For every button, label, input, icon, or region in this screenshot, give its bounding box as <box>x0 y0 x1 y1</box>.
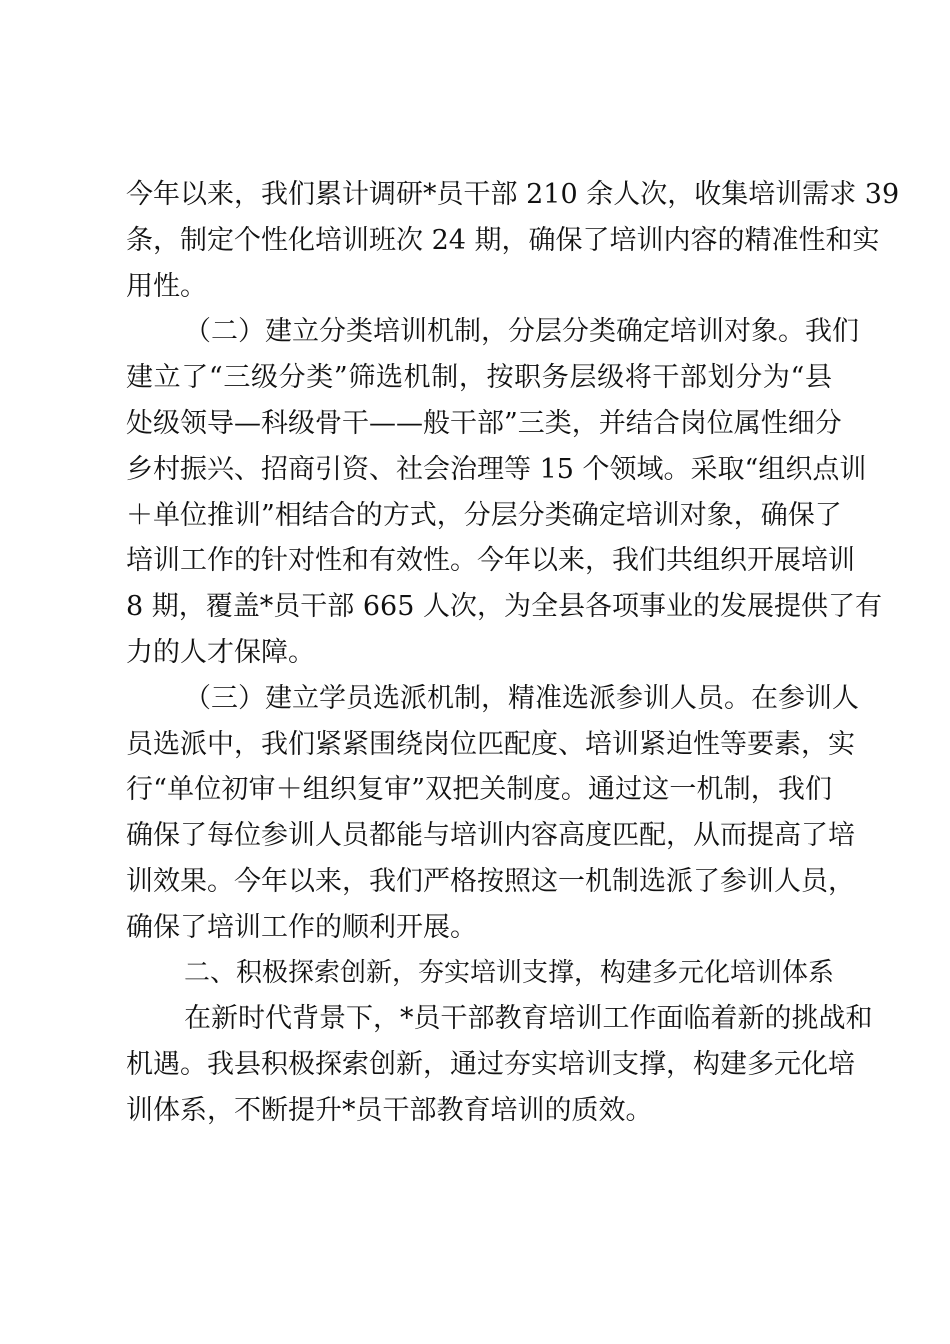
paragraph-3 <box>126 676 859 951</box>
text-line: 训体系，不断提升*员干部教育培训的质效。 <box>126 1094 653 1126</box>
paragraph-1 <box>126 172 900 309</box>
text-line: ＋单位推训”相结合的方式，分层分类确定培训对象，确保了 <box>126 499 842 531</box>
text-line: 乡村振兴、招商引资、社会治理等 15 个领域。采取“组织点训 <box>126 453 867 485</box>
text-line: 处级领导—科级骨干——般干部”三类，并结合岗位属性细分 <box>126 407 842 439</box>
heading-line: 二、积极探索创新，夯实培训支撑，构建多元化培训体系 <box>184 957 835 988</box>
text-line: （二）建立分类培训机制，分层分类确定培训对象。我们 <box>184 316 859 348</box>
text-line: 机遇。我县积极探索创新，通过夯实培训支撑，构建多元化培 <box>126 1049 855 1081</box>
text-line: （三）建立学员选派机制，精准选派参训人员。在参训人 <box>184 682 859 714</box>
section-heading <box>126 951 835 997</box>
text-line: 今年以来，我们累计调研*员干部 210 余人次，收集培训需求 39 <box>126 179 900 210</box>
text-line: 训效果。今年以来，我们严格按照这一机制选派了参训人员， <box>126 865 855 897</box>
text-line: 确保了培训工作的顺利开展。 <box>126 911 477 943</box>
document-body <box>126 172 900 1134</box>
text-line: 力的人才保障。 <box>126 636 315 668</box>
paragraph-2 <box>126 309 882 675</box>
text-line: 员选派中，我们紧紧围绕岗位匹配度、培训紧迫性等要素，实 <box>126 728 855 760</box>
text-line: 用性。 <box>126 270 207 302</box>
text-line: 培训工作的针对性和有效性。今年以来，我们共组织开展培训 <box>126 545 855 577</box>
text-line: 在新时代背景下，*员干部教育培训工作面临着新的挑战和 <box>184 1003 873 1035</box>
text-line: 条，制定个性化培训班次 24 期，确保了培训内容的精准性和实 <box>126 224 880 256</box>
text-line: 行“单位初审＋组织复审”双把关制度。通过这一机制，我们 <box>126 774 832 806</box>
text-line: 8 期，覆盖*员干部 665 人次，为全县各项事业的发展提供了有 <box>126 591 882 623</box>
paragraph-4 <box>126 996 873 1133</box>
text-line: 确保了每位参训人员都能与培训内容高度匹配，从而提高了培 <box>126 820 855 852</box>
text-line: 建立了“三级分类”筛选机制，按职务层级将干部划分为“县 <box>126 362 832 394</box>
